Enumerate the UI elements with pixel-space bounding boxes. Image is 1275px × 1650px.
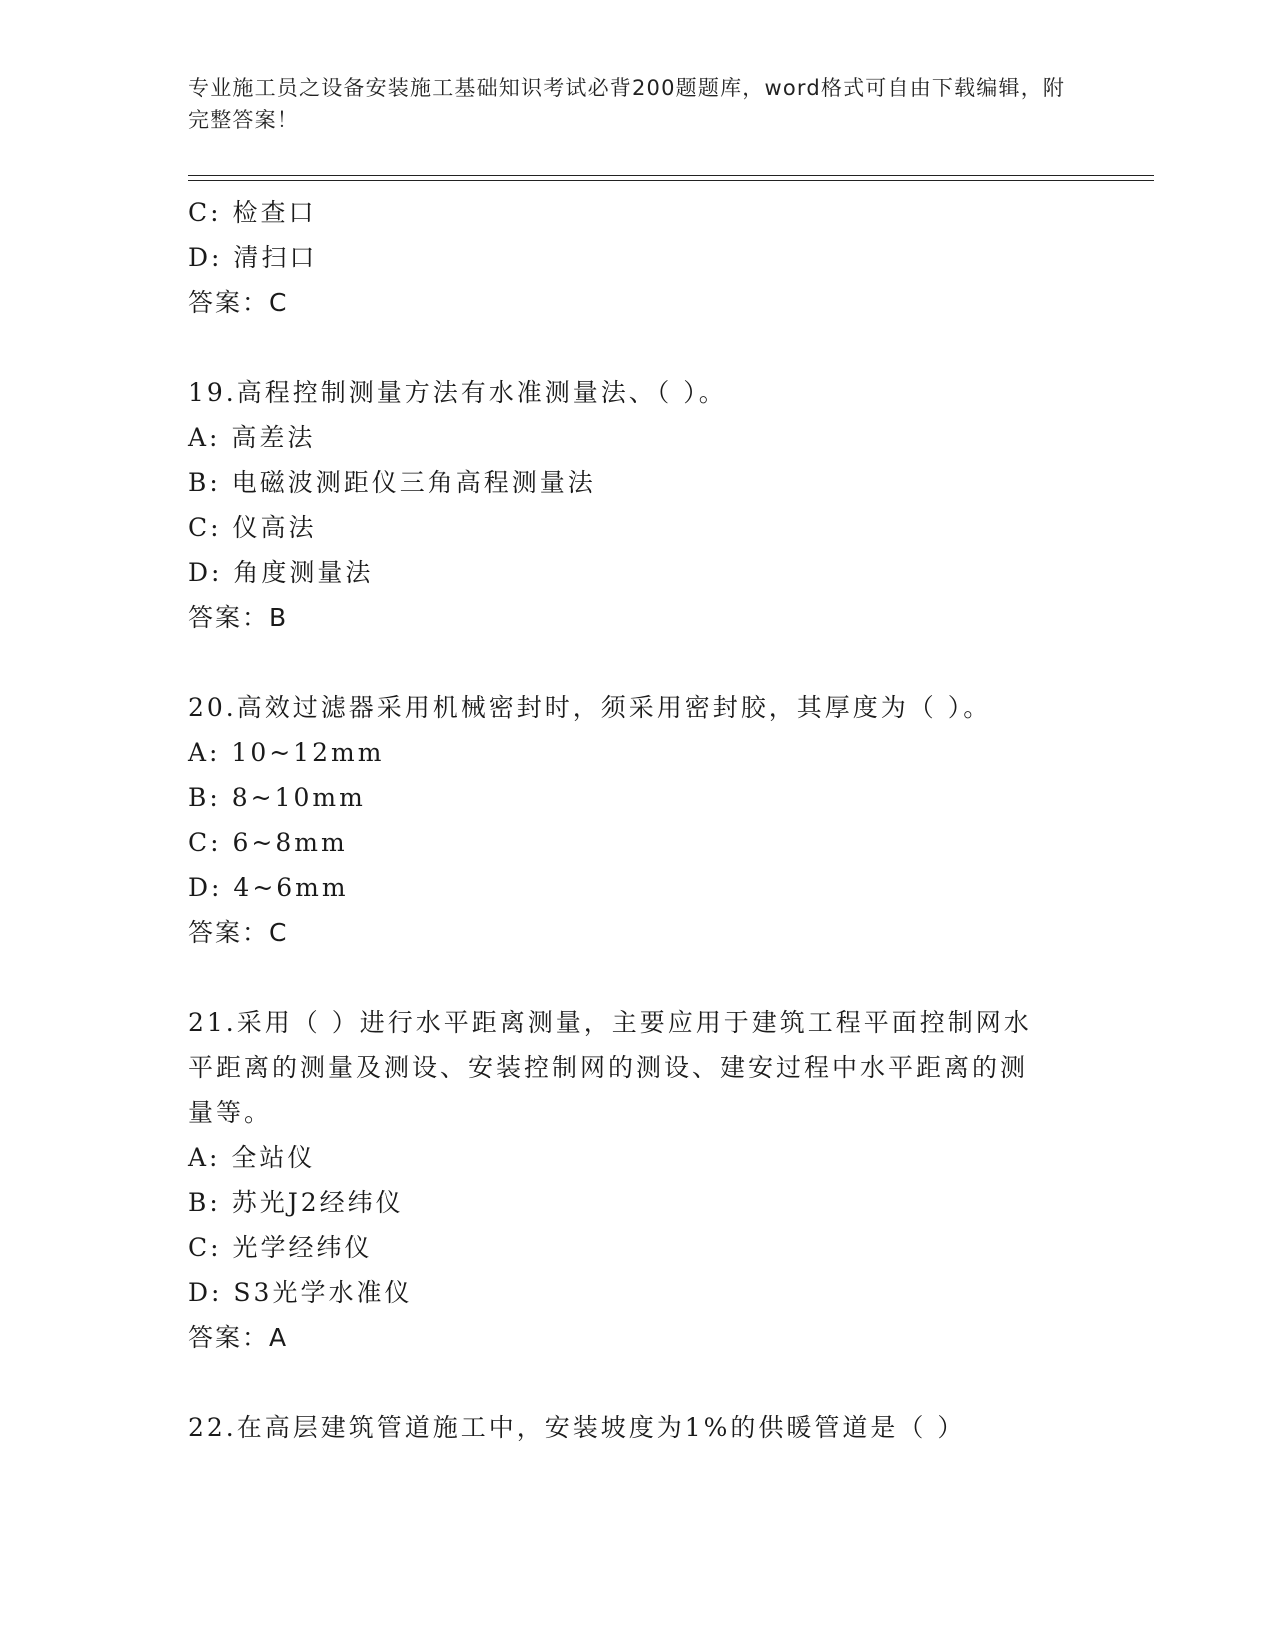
option-c: C: 6~8mm: [188, 828, 348, 857]
spacer: [188, 955, 1088, 1000]
option-a: A: 全站仪: [188, 1143, 316, 1172]
option-a: A: 10~12mm: [188, 738, 385, 767]
question-list: [188, 190, 1088, 1450]
question-21-stem: 21.采用（ ）进行水平距离测量，主要应用于建筑工程平面控制网水平距离的测量及测设、安装控制网的测设、建安过程中水平距离的测量等。: [188, 1008, 1032, 1127]
option-c: C: 检查口: [188, 198, 317, 227]
header-rule-top: [188, 175, 1154, 176]
option-d: D: 4~6mm: [188, 873, 349, 902]
header-rule-bottom: [188, 180, 1154, 181]
question-19-stem: 19.高程控制测量方法有水准测量法、（ ）。: [188, 378, 727, 407]
answer-line: 答案：B: [188, 603, 289, 632]
document-header: 专业施工员之设备安装施工基础知识考试必背200题题库，word格式可自由下载编辑，附完整答案！: [188, 76, 1066, 132]
question-22-stem: 22.在高层建筑管道施工中，安装坡度为1%的供暖管道是（ ）: [188, 1413, 966, 1442]
option-d: D: 清扫口: [188, 243, 318, 272]
option-b: B: 8~10mm: [188, 783, 366, 812]
option-a: A: 高差法: [188, 423, 316, 452]
answer-line: 答案：C: [188, 288, 289, 317]
answer-line: 答案：C: [188, 918, 289, 947]
option-d: D: S3光学水准仪: [188, 1278, 413, 1307]
option-c: C: 仪高法: [188, 513, 317, 542]
spacer: [188, 1360, 1088, 1405]
option-c: C: 光学经纬仪: [188, 1233, 373, 1262]
spacer: [188, 325, 1088, 370]
answer-line: 答案：A: [188, 1323, 289, 1352]
spacer: [188, 640, 1088, 685]
option-b: B: 电磁波测距仪三角高程测量法: [188, 468, 596, 497]
option-d: D: 角度测量法: [188, 558, 374, 587]
question-20-stem: 20.高效过滤器采用机械密封时，须采用密封胶，其厚度为（ ）。: [188, 693, 992, 722]
option-b: B: 苏光J2经纬仪: [188, 1188, 404, 1217]
